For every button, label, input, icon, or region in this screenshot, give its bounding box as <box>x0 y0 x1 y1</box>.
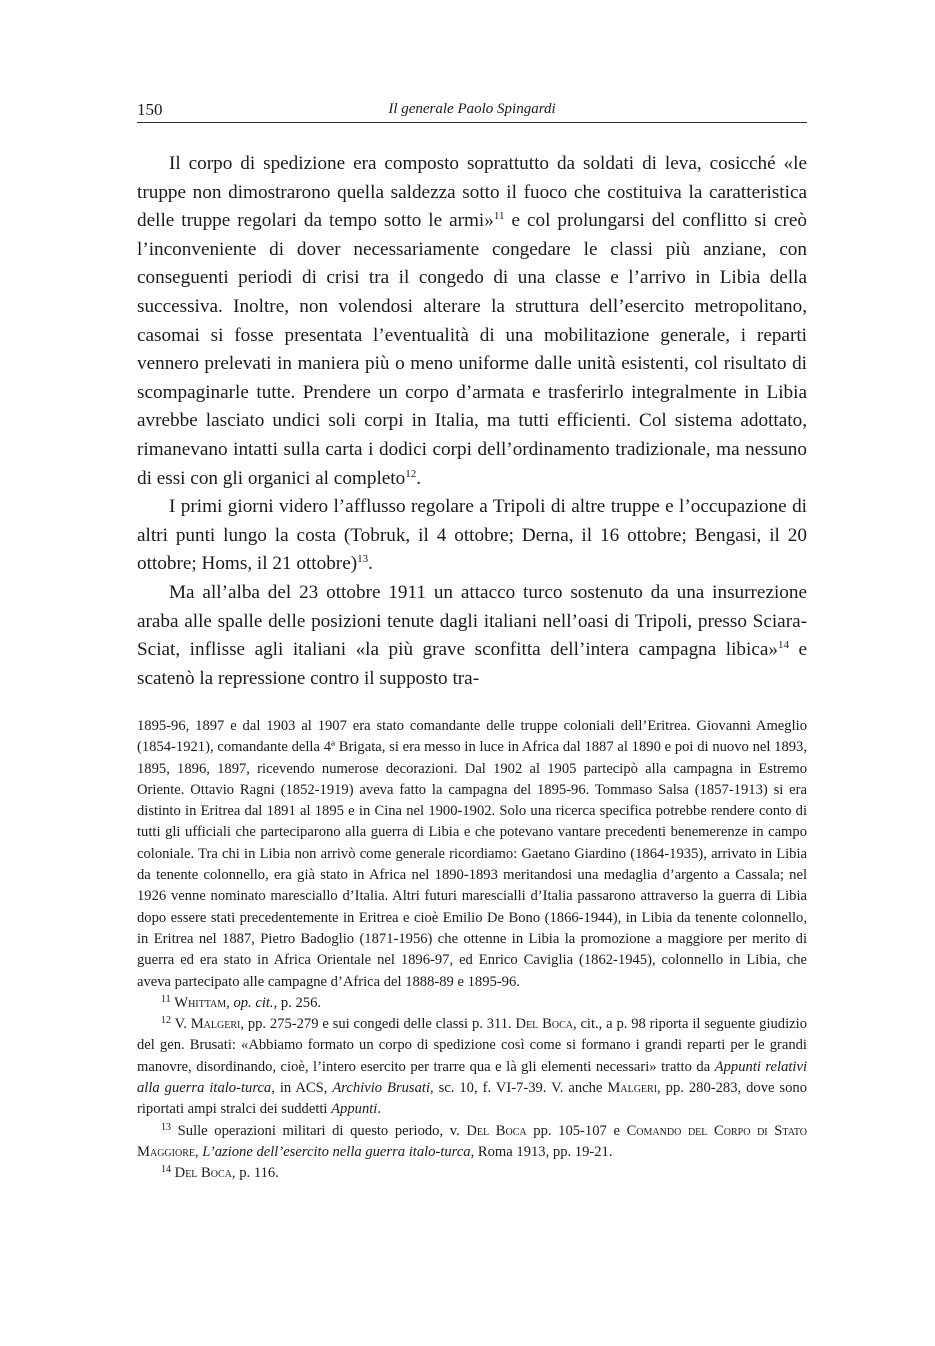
author-name: Del Boca <box>174 1165 232 1182</box>
text-run: . <box>368 553 373 575</box>
work-title: L’azione dell’esercito nella guerra italo-turca <box>202 1143 471 1160</box>
author-name: Comando del Corpo di Stato Maggiore <box>137 1122 807 1160</box>
page-header <box>137 100 807 123</box>
footnote-ref: 13 <box>357 553 369 566</box>
footnote-ref: 11 <box>493 210 505 223</box>
author-name: Whittam <box>174 994 227 1011</box>
text-run: . <box>377 1101 382 1118</box>
paragraph-2 <box>137 493 807 579</box>
text-run: , pp. 275-279 e sui congedi delle classi p. 311. <box>240 1016 516 1033</box>
footnote-number: 11 <box>161 993 171 1005</box>
text-run: , in ACS, <box>271 1080 333 1097</box>
paragraph-3 <box>137 579 807 693</box>
footnote-number: 13 <box>161 1121 171 1133</box>
footnote-11: $^{11}$ Whittam, op. cit., p. 256. <box>161 993 322 1011</box>
text-run: , pp. 280-283, dove sono riportati ampi stralci dei suddetti <box>137 1080 808 1118</box>
footnote-13 <box>137 1121 807 1164</box>
footnote-14 <box>137 1163 807 1184</box>
work-reference: op. cit. <box>233 994 274 1011</box>
footnote-continuation: 1895-96, 1897 e dal 1903 al 1907 era stato comandante delle truppe coloniali dell’Eritrea. Giovanni Ameglio (1854-1921), comandante della 4ª Brigata, si era messo in luce in Africa dal 1887 al 1890 e poi di nuovo nel 1893, 1895, 1896, 1897, ricevendo numerose decorazioni. Dal 1902 al 1905 partecipò alla campagna in Estremo Oriente. Ottavio Ragni (1852-1919) aveva fatto la campagna del 1895-96. Tommaso Salsa (1857-1913) si era distinto in Eritrea dal 1891 al 1895 e in Cina nel 1900-1902. Solo una ricerca specifica potrebbe rendere conto di tutti gli ufficiali che parteciparono alla guerra di Libia e che potevano vantare precedenti benemerenze in campo coloniale. Tra chi in Libia non arrivò come generale ricordiamo: Gaetano Giardino (1864-1935), arrivato in Libia da tenente colonnello, era già stato in Africa nel 1890-1893 meritandosi una medaglia d’argento a Cassala; nel 1926 venne nominato maresciallo d’Italia. Altri futuri marescialli d’Italia passarono attraverso la guerra di Libia dopo essere stati precedentemente in Eritrea e cioè Emilio De Bono (1866-1944), in Libia da tenente colonnello, in Eritrea nel 1887, Pietro Badoglio (1871-1956) che ottenne in Libia la promozione a maggiore per merito di guerra ed era stato in Africa Orientale nel 1896-97, ed Enrico Caviglia (1862-1945), colonnello in Libia, che aveva partecipato alle campagne d’Africa del 1888-89 e 1895-96. <box>137 718 807 990</box>
author-name: Malgeri <box>607 1080 658 1097</box>
footnote-12 <box>137 1014 807 1120</box>
author-name: Del Boca <box>466 1122 527 1139</box>
archive-name: Archivio Brusati <box>332 1080 431 1097</box>
text-run: . <box>416 467 422 489</box>
text-run: I primi giorni videro l’afflusso regolare a Tripoli di altre truppe e l’occupazione di altri punti lungo la costa (Tobruk, il 4 ottobre; Derna, il 16 ottobre; Bengasi, il 20 ottobre; Homs, il 21 ottobre) <box>137 496 807 575</box>
footnote-number: 12 <box>161 1015 171 1027</box>
text-run: e col prolungarsi del conflitto si creò l’inconveniente di dover necessariamente congedare le classi più anziane, con conseguenti periodi di crisi tra il congedo di una classe e l’arrivo in Libia della successiva. Inoltre, non volendosi alterare la struttura dell’esercito metropolitano, casomai si fosse presentata l’eventualità di una mobilitazione generale, i reparti vennero prelevati in maniera più o meno uniforme dalle unità esistenti, col risultato di scompaginarle tutte. Prendere un corpo d’armata e trasferirlo integralmente in Libia avrebbe lasciato undici soli corpi in Italia, ma tutti efficienti. Col sistema adottato, rimanevano intatti sulla carta i dodici corpi dell’ordinamento tradizionale, ma nessuno di essi con gli organici al completo <box>137 210 807 489</box>
footnote-ref: 12 <box>405 467 417 480</box>
author-name: Del Boca <box>515 1016 573 1033</box>
text-run: Ma all’alba del 23 ottobre 1911 un attacco turco sostenuto da una insurrezione araba alle spalle delle posizioni tenute dagli italiani nell’oasi di Tripoli, presso Sciara-Sciat, inflisse agli italiani «la più grave sconfitta dell’intera campagna libica» <box>137 581 807 661</box>
paragraph-1 <box>137 150 807 493</box>
text-run: , cit., a p. 98 riporta il seguente giudizio del gen. Brusati: «Abbiamo formato un corpo di spedizione così come si formano i grandi reparti per le grandi manovre, disordinando, cioè, l’intero esercito per trarre qua e là gli elementi necessari» tratto da <box>137 1016 807 1075</box>
text-run: , sc. 10, f. VI-7-39. V. anche <box>430 1080 608 1097</box>
text-run: e scatenò la repressione contro il supposto tra- <box>137 639 807 689</box>
running-head: Il generale Paolo Spingardi <box>388 101 556 117</box>
footnotes <box>137 716 807 1185</box>
page-number: 150 <box>137 100 163 119</box>
text-run: Il corpo di spedizione era composto soprattutto da soldati di leva, cosicché «le truppe non dimostrarono quella saldezza sotto il fuoco che costituiva la caratteristica delle truppe regolari da tempo sotto le armi» <box>137 153 807 232</box>
author-name: Malgeri <box>190 1016 241 1033</box>
text-run: pp. 105-107 e <box>526 1122 627 1139</box>
footnote-ref: 14 <box>777 639 789 652</box>
work-title: Appunti <box>331 1101 378 1118</box>
text-run: V. <box>174 1016 191 1033</box>
text-run: , p. 256. <box>273 994 322 1011</box>
main-text <box>137 150 807 693</box>
text-run: Sulle operazioni militari di questo periodo, v. <box>177 1122 467 1139</box>
text-run: , Roma 1913, pp. 19-21. <box>470 1143 613 1160</box>
footnote-number: 14 <box>161 1164 171 1176</box>
work-title: Appunti relativi alla guerra italo-turca <box>137 1058 808 1097</box>
text-run: , p. 116. <box>231 1165 279 1182</box>
text-run: , <box>194 1143 203 1160</box>
